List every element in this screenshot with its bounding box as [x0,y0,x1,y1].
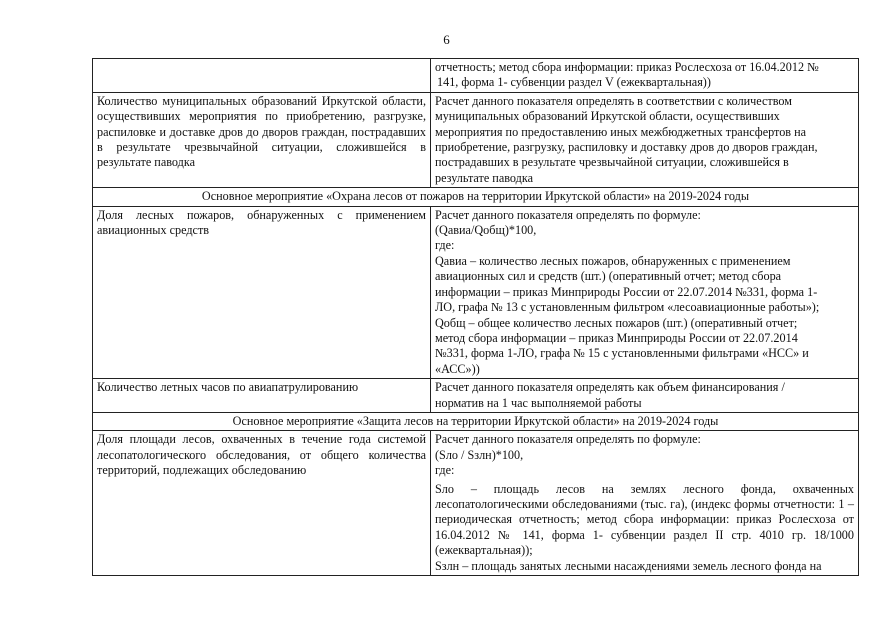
text-line: результате паводка [435,170,533,185]
text-line: Расчет данного показателя определять по формуле: [435,432,701,447]
text-line: где: [435,238,455,253]
page-number: 6 [443,32,450,47]
text-line: №331, форма 1-ЛО, графа № 15 с установленными фильтрами «НСС» и [435,346,809,361]
indicator-name-cell: Доля площади лесов, охваченных в течение года системой лесопатологического обследования, от общего количества территорий, подлежащих обследованию [93,431,431,576]
indicator-name-cell: Количество муниципальных образований Иркутской области, осуществивших мероприятия по приобретению, разгрузке, распиловке и доставке дров до дворов граждан, пострадавших в результате чрезвычайной ситуации, сложившейся в результате паводка [93,92,431,187]
calculation-method-cell [431,92,859,187]
indicators-table [92,58,859,576]
calculation-method-cell [431,206,859,378]
table-row [93,92,859,187]
section-heading: Основное мероприятие «Защита лесов на территории Иркутской области» на 2019-2024 годы [93,412,859,430]
text-line: Расчет данного показателя определять как объем финансирования / [435,380,785,395]
table-row [93,379,859,413]
text-line: мероприятия по предоставлению иных межбюджетных трансфертов на [435,124,807,139]
calculation-method-cell [431,431,859,576]
text-line: муниципальных образований Иркутской области, осуществивших [435,109,780,124]
table-row [93,206,859,378]
calculation-method-cell [431,379,859,413]
text-line: Qавиа – количество лесных пожаров, обнаруженных с применением [435,253,791,268]
text-line: «АСС»)) [435,361,480,376]
definition-paragraph: Sло – площадь лесов на землях лесного фонда, охваченных лесопатологическими обследованиями (тыс. га), (индекс формы отчетности: 1 – периодическая отчетность; метод сбора информации: приказ Рослесхоза от 16.04.2012 № 141, форма 1- субвенции раздел II стр. 4010 гр. 18/1000 (ежеквартальная)); [435,481,854,558]
definition-paragraph: Sзлн – площадь занятых лесными насаждениями земель лесного фонда на [435,558,822,573]
formula: (Sло / Sзлн)*100, [435,447,524,462]
text-line: информации – приказ Минприроды России от 22.07.2014 №331, форма 1- [435,284,818,299]
indicator-name-cell [93,59,431,93]
text-line: где: [435,463,455,478]
text-line: норматив на 1 час выполняемой работы [435,395,642,410]
section-row [93,188,859,206]
text-line: пострадавших в результате чрезвычайной ситуации, сложившейся в [435,155,789,170]
text-line: авиационных сил и средств (шт.) (оперативный отчет; метод сбора [435,269,782,284]
section-row [93,412,859,430]
table-row [93,431,859,576]
text-line: ЛО, графа № 13 с установленным фильтром «лесоавиационные работы»); [435,300,820,315]
text-line: 141, форма 1- субвенции раздел V (ежеквартальная)) [437,75,711,90]
section-heading: Основное мероприятие «Охрана лесов от пожаров на территории Иркутской области» на 2019-2024 годы [93,188,859,206]
table-row [93,59,859,93]
text-line: Расчет данного показателя определять по формуле: [435,207,701,222]
indicator-name-cell: Доля лесных пожаров, обнаруженных с применением авиационных средств [93,206,431,378]
text-line: приобретение, разгрузку, распиловку и доставку дров до дворов граждан, [435,140,818,155]
text-line: отчетность; метод сбора информации: приказ Рослесхоза от 16.04.2012 № [435,60,819,74]
calculation-method-cell [431,59,859,93]
formula: (Qавиа/Qобщ)*100, [435,223,537,238]
indicator-name-cell: Количество летных часов по авиапатрулированию [93,379,431,413]
text-line: метод сбора информации – приказ Минприроды России от 22.07.2014 [435,330,798,345]
text-line: Qобщ – общее количество лесных пожаров (шт.) (оперативный отчет; [435,315,798,330]
text-line: Расчет данного показателя определять в соответствии с количеством [435,93,793,108]
